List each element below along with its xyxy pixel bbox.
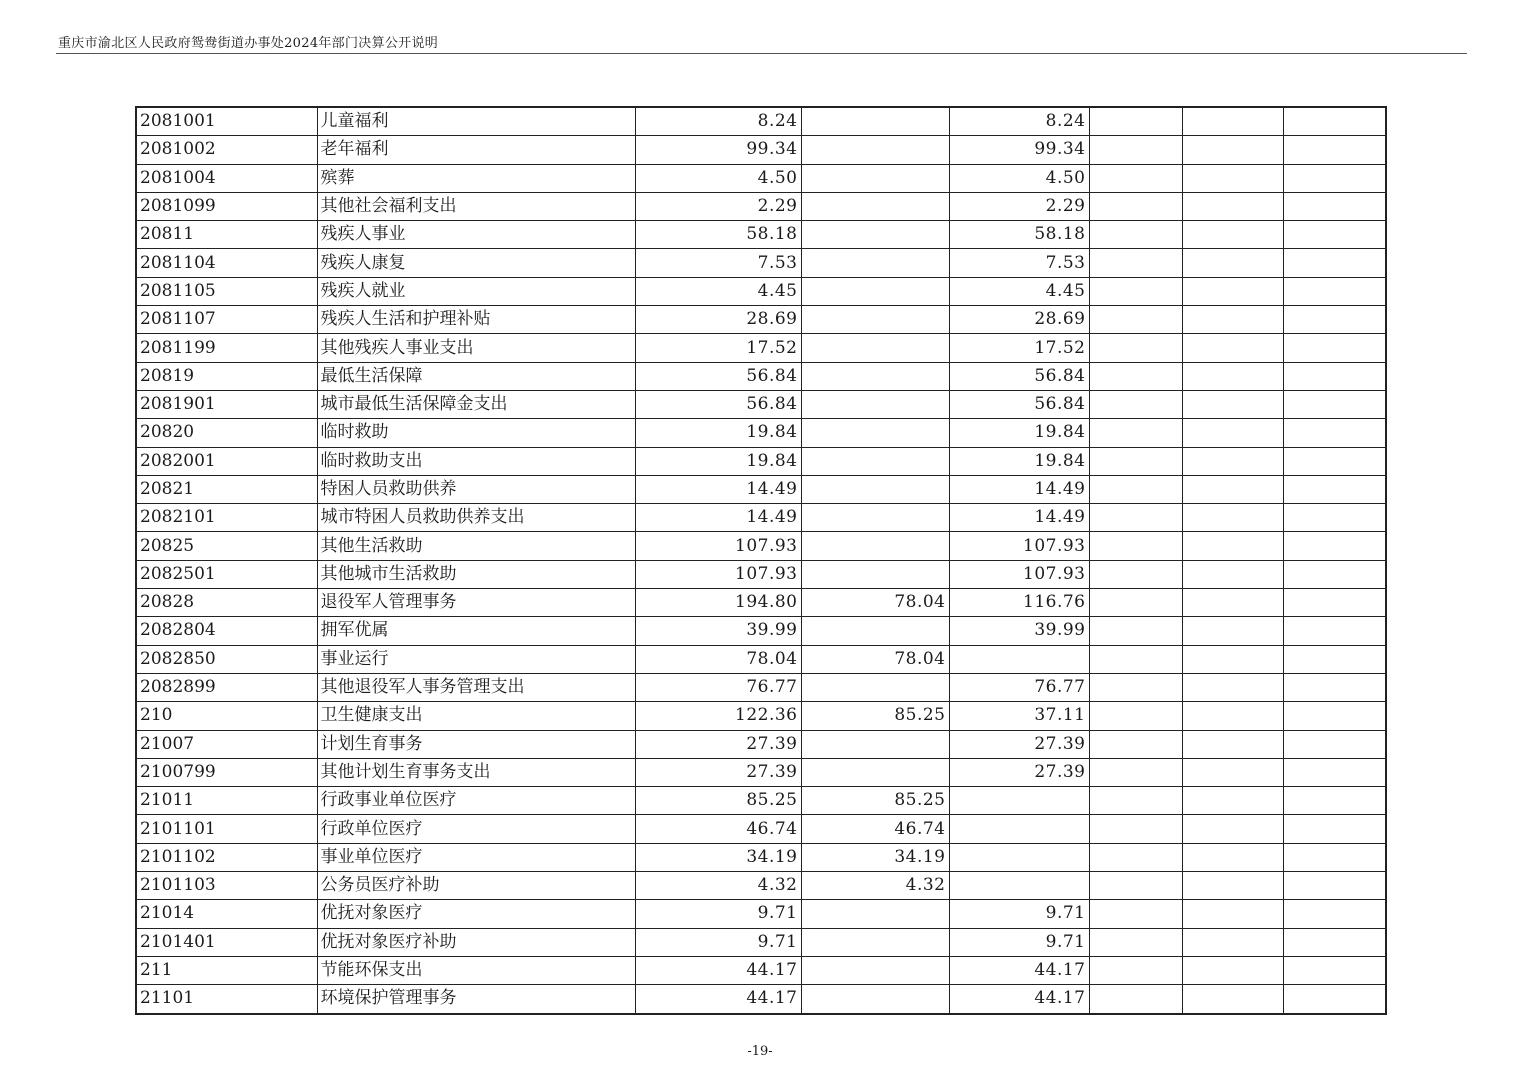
cell-subject-code: 2081002: [136, 136, 317, 164]
cell-project-expenditure: 9.71: [949, 900, 1089, 928]
cell-empty: [1182, 334, 1283, 362]
table-row: [136, 532, 1386, 560]
cell-project-expenditure: 44.17: [949, 985, 1089, 1014]
cell-empty: [1182, 390, 1283, 418]
cell-empty: [1089, 164, 1182, 192]
cell-total: 194.80: [635, 589, 801, 617]
cell-basic-expenditure: [801, 164, 949, 192]
cell-basic-expenditure: [801, 928, 949, 956]
cell-empty: [1089, 815, 1182, 843]
cell-total: 56.84: [635, 362, 801, 390]
cell-subject-name: 卫生健康支出: [317, 702, 635, 730]
cell-empty: [1182, 221, 1283, 249]
cell-basic-expenditure: [801, 673, 949, 701]
cell-subject-code: 2081099: [136, 192, 317, 220]
cell-subject-code: 2101401: [136, 928, 317, 956]
header-divider: [56, 53, 1467, 54]
cell-empty: [1283, 390, 1386, 418]
cell-empty: [1283, 306, 1386, 334]
cell-total: 7.53: [635, 249, 801, 277]
cell-empty: [1283, 730, 1386, 758]
cell-basic-expenditure: [801, 730, 949, 758]
cell-project-expenditure: 4.45: [949, 277, 1089, 305]
cell-total: 27.39: [635, 730, 801, 758]
cell-subject-name: 临时救助: [317, 419, 635, 447]
table-row: [136, 787, 1386, 815]
cell-subject-name: 残疾人康复: [317, 249, 635, 277]
cell-subject-name: 残疾人事业: [317, 221, 635, 249]
cell-subject-code: 2100799: [136, 758, 317, 786]
table-row: [136, 362, 1386, 390]
cell-subject-name: 临时救助支出: [317, 447, 635, 475]
cell-total: 27.39: [635, 758, 801, 786]
cell-empty: [1283, 872, 1386, 900]
cell-basic-expenditure: 78.04: [801, 589, 949, 617]
cell-subject-code: 2081901: [136, 390, 317, 418]
cell-empty: [1182, 900, 1283, 928]
cell-subject-code: 21014: [136, 900, 317, 928]
cell-subject-code: 21011: [136, 787, 317, 815]
cell-total: 122.36: [635, 702, 801, 730]
cell-basic-expenditure: [801, 956, 949, 984]
cell-subject-code: 20820: [136, 419, 317, 447]
cell-empty: [1182, 985, 1283, 1014]
cell-basic-expenditure: 46.74: [801, 815, 949, 843]
cell-basic-expenditure: 85.25: [801, 702, 949, 730]
cell-empty: [1283, 843, 1386, 871]
cell-empty: [1182, 136, 1283, 164]
cell-project-expenditure: 76.77: [949, 673, 1089, 701]
cell-subject-name: 老年福利: [317, 136, 635, 164]
table-row: [136, 900, 1386, 928]
cell-subject-code: 2082101: [136, 504, 317, 532]
table-row: [136, 164, 1386, 192]
cell-basic-expenditure: [801, 306, 949, 334]
cell-subject-name: 其他社会福利支出: [317, 192, 635, 220]
cell-basic-expenditure: [801, 560, 949, 588]
cell-project-expenditure: [949, 872, 1089, 900]
table-row: [136, 277, 1386, 305]
document-header-title: 重庆市渝北区人民政府鸳鸯街道办事处2024年部门决算公开说明: [58, 36, 439, 51]
cell-empty: [1182, 589, 1283, 617]
table-row: [136, 136, 1386, 164]
cell-subject-code: 20811: [136, 221, 317, 249]
cell-project-expenditure: 56.84: [949, 390, 1089, 418]
cell-subject-name: 特困人员救助供养: [317, 475, 635, 503]
cell-total: 19.84: [635, 419, 801, 447]
cell-subject-code: 20828: [136, 589, 317, 617]
cell-subject-name: 其他退役军人事务管理支出: [317, 673, 635, 701]
table-row: [136, 815, 1386, 843]
cell-total: 34.19: [635, 843, 801, 871]
cell-subject-code: 211: [136, 956, 317, 984]
page-number: -19-: [747, 1044, 773, 1059]
cell-total: 4.32: [635, 872, 801, 900]
cell-empty: [1182, 277, 1283, 305]
cell-subject-name: 其他城市生活救助: [317, 560, 635, 588]
cell-basic-expenditure: [801, 532, 949, 560]
cell-subject-name: 其他计划生育事务支出: [317, 758, 635, 786]
cell-empty: [1283, 221, 1386, 249]
cell-basic-expenditure: [801, 277, 949, 305]
cell-total: 28.69: [635, 306, 801, 334]
cell-empty: [1089, 843, 1182, 871]
cell-total: 46.74: [635, 815, 801, 843]
cell-empty: [1089, 306, 1182, 334]
cell-empty: [1182, 419, 1283, 447]
table-row: [136, 390, 1386, 418]
cell-empty: [1283, 362, 1386, 390]
cell-empty: [1283, 136, 1386, 164]
cell-total: 44.17: [635, 956, 801, 984]
table-row: [136, 107, 1386, 136]
cell-empty: [1089, 645, 1182, 673]
cell-total: 56.84: [635, 390, 801, 418]
cell-empty: [1283, 532, 1386, 560]
table-row: [136, 249, 1386, 277]
cell-subject-code: 2082001: [136, 447, 317, 475]
cell-empty: [1182, 673, 1283, 701]
cell-subject-name: 其他生活救助: [317, 532, 635, 560]
cell-empty: [1089, 560, 1182, 588]
table-row: [136, 702, 1386, 730]
cell-subject-name: 城市最低生活保障金支出: [317, 390, 635, 418]
cell-empty: [1283, 419, 1386, 447]
cell-empty: [1283, 758, 1386, 786]
expenditure-table: [135, 106, 1387, 1015]
cell-empty: [1283, 956, 1386, 984]
cell-subject-code: 20825: [136, 532, 317, 560]
cell-total: 107.93: [635, 532, 801, 560]
table-row: [136, 334, 1386, 362]
cell-empty: [1089, 702, 1182, 730]
cell-empty: [1283, 702, 1386, 730]
cell-project-expenditure: 44.17: [949, 956, 1089, 984]
cell-empty: [1182, 306, 1283, 334]
cell-empty: [1089, 277, 1182, 305]
cell-project-expenditure: 7.53: [949, 249, 1089, 277]
cell-project-expenditure: 19.84: [949, 447, 1089, 475]
cell-subject-code: 2101103: [136, 872, 317, 900]
cell-empty: [1283, 815, 1386, 843]
table-row: [136, 985, 1386, 1014]
cell-project-expenditure: 14.49: [949, 504, 1089, 532]
cell-basic-expenditure: [801, 900, 949, 928]
cell-basic-expenditure: 4.32: [801, 872, 949, 900]
cell-subject-code: 20819: [136, 362, 317, 390]
cell-project-expenditure: 17.52: [949, 334, 1089, 362]
cell-empty: [1089, 221, 1182, 249]
table-row: [136, 504, 1386, 532]
cell-basic-expenditure: [801, 221, 949, 249]
cell-empty: [1089, 192, 1182, 220]
cell-empty: [1182, 164, 1283, 192]
cell-project-expenditure: 27.39: [949, 758, 1089, 786]
cell-empty: [1182, 560, 1283, 588]
table-row: [136, 673, 1386, 701]
cell-project-expenditure: 107.93: [949, 560, 1089, 588]
cell-total: 76.77: [635, 673, 801, 701]
cell-subject-code: 2101102: [136, 843, 317, 871]
cell-subject-code: 21101: [136, 985, 317, 1014]
cell-total: 9.71: [635, 928, 801, 956]
cell-total: 4.50: [635, 164, 801, 192]
cell-subject-code: 2082850: [136, 645, 317, 673]
table-body: [136, 107, 1386, 1014]
cell-empty: [1283, 107, 1386, 136]
cell-subject-name: 优抚对象医疗: [317, 900, 635, 928]
cell-basic-expenditure: [801, 447, 949, 475]
cell-basic-expenditure: [801, 758, 949, 786]
cell-subject-code: 210: [136, 702, 317, 730]
cell-subject-code: 2082804: [136, 617, 317, 645]
cell-subject-name: 行政事业单位医疗: [317, 787, 635, 815]
cell-subject-name: 殡葬: [317, 164, 635, 192]
cell-empty: [1089, 390, 1182, 418]
cell-subject-code: 2081105: [136, 277, 317, 305]
table-row: [136, 306, 1386, 334]
cell-empty: [1089, 872, 1182, 900]
table-row: [136, 192, 1386, 220]
cell-subject-name: 残疾人就业: [317, 277, 635, 305]
cell-empty: [1089, 956, 1182, 984]
cell-subject-code: 2081104: [136, 249, 317, 277]
cell-project-expenditure: 4.50: [949, 164, 1089, 192]
cell-empty: [1283, 617, 1386, 645]
cell-subject-name: 计划生育事务: [317, 730, 635, 758]
cell-empty: [1089, 362, 1182, 390]
cell-project-expenditure: 8.24: [949, 107, 1089, 136]
table-row: [136, 617, 1386, 645]
cell-basic-expenditure: [801, 419, 949, 447]
cell-total: 14.49: [635, 504, 801, 532]
cell-subject-name: 节能环保支出: [317, 956, 635, 984]
cell-subject-name: 城市特困人员救助供养支出: [317, 504, 635, 532]
cell-empty: [1283, 475, 1386, 503]
table-row: [136, 645, 1386, 673]
table-row: [136, 447, 1386, 475]
cell-subject-name: 行政单位医疗: [317, 815, 635, 843]
cell-subject-name: 最低生活保障: [317, 362, 635, 390]
cell-basic-expenditure: [801, 192, 949, 220]
cell-empty: [1089, 787, 1182, 815]
cell-subject-name: 环境保护管理事务: [317, 985, 635, 1014]
cell-subject-name: 优抚对象医疗补助: [317, 928, 635, 956]
cell-subject-code: 2082899: [136, 673, 317, 701]
cell-empty: [1283, 192, 1386, 220]
cell-total: 8.24: [635, 107, 801, 136]
cell-empty: [1182, 815, 1283, 843]
cell-project-expenditure: [949, 787, 1089, 815]
cell-basic-expenditure: [801, 390, 949, 418]
cell-total: 107.93: [635, 560, 801, 588]
cell-total: 17.52: [635, 334, 801, 362]
cell-empty: [1182, 702, 1283, 730]
table-row: [136, 475, 1386, 503]
cell-empty: [1283, 334, 1386, 362]
cell-empty: [1182, 249, 1283, 277]
cell-project-expenditure: 14.49: [949, 475, 1089, 503]
cell-basic-expenditure: [801, 136, 949, 164]
cell-total: 39.99: [635, 617, 801, 645]
cell-empty: [1182, 956, 1283, 984]
cell-empty: [1182, 787, 1283, 815]
cell-empty: [1182, 645, 1283, 673]
table-row: [136, 843, 1386, 871]
cell-subject-name: 退役军人管理事务: [317, 589, 635, 617]
cell-empty: [1089, 673, 1182, 701]
cell-empty: [1283, 249, 1386, 277]
cell-total: 44.17: [635, 985, 801, 1014]
cell-basic-expenditure: [801, 475, 949, 503]
cell-basic-expenditure: [801, 985, 949, 1014]
cell-empty: [1283, 164, 1386, 192]
cell-empty: [1182, 758, 1283, 786]
cell-empty: [1089, 475, 1182, 503]
cell-total: 9.71: [635, 900, 801, 928]
cell-project-expenditure: 56.84: [949, 362, 1089, 390]
cell-empty: [1089, 136, 1182, 164]
cell-empty: [1089, 249, 1182, 277]
cell-empty: [1283, 985, 1386, 1014]
cell-subject-name: 其他残疾人事业支出: [317, 334, 635, 362]
cell-project-expenditure: 37.11: [949, 702, 1089, 730]
cell-basic-expenditure: [801, 107, 949, 136]
cell-empty: [1283, 645, 1386, 673]
cell-total: 19.84: [635, 447, 801, 475]
cell-empty: [1283, 928, 1386, 956]
table-row: [136, 221, 1386, 249]
cell-empty: [1283, 589, 1386, 617]
cell-project-expenditure: 2.29: [949, 192, 1089, 220]
cell-empty: [1089, 334, 1182, 362]
cell-empty: [1089, 589, 1182, 617]
cell-empty: [1089, 447, 1182, 475]
cell-project-expenditure: 107.93: [949, 532, 1089, 560]
cell-basic-expenditure: [801, 362, 949, 390]
cell-empty: [1089, 900, 1182, 928]
cell-subject-name: 事业运行: [317, 645, 635, 673]
table-row: [136, 560, 1386, 588]
cell-project-expenditure: [949, 815, 1089, 843]
cell-project-expenditure: [949, 645, 1089, 673]
cell-empty: [1089, 419, 1182, 447]
cell-subject-code: 21007: [136, 730, 317, 758]
cell-basic-expenditure: 34.19: [801, 843, 949, 871]
cell-empty: [1283, 447, 1386, 475]
cell-subject-name: 拥军优属: [317, 617, 635, 645]
table-row: [136, 956, 1386, 984]
table-row: [136, 419, 1386, 447]
cell-total: 2.29: [635, 192, 801, 220]
cell-empty: [1283, 787, 1386, 815]
cell-project-expenditure: [949, 843, 1089, 871]
cell-empty: [1089, 504, 1182, 532]
cell-empty: [1182, 475, 1283, 503]
table-row: [136, 730, 1386, 758]
cell-basic-expenditure: [801, 249, 949, 277]
cell-subject-code: 20821: [136, 475, 317, 503]
cell-total: 85.25: [635, 787, 801, 815]
cell-empty: [1089, 617, 1182, 645]
cell-subject-code: 2081107: [136, 306, 317, 334]
cell-subject-code: 2081199: [136, 334, 317, 362]
cell-total: 58.18: [635, 221, 801, 249]
cell-empty: [1283, 504, 1386, 532]
cell-empty: [1182, 192, 1283, 220]
cell-empty: [1182, 107, 1283, 136]
cell-empty: [1283, 560, 1386, 588]
cell-total: 78.04: [635, 645, 801, 673]
cell-empty: [1182, 730, 1283, 758]
cell-empty: [1089, 758, 1182, 786]
cell-empty: [1283, 673, 1386, 701]
cell-empty: [1182, 872, 1283, 900]
cell-total: 4.45: [635, 277, 801, 305]
cell-subject-name: 公务员医疗补助: [317, 872, 635, 900]
cell-subject-name: 残疾人生活和护理补贴: [317, 306, 635, 334]
cell-basic-expenditure: [801, 617, 949, 645]
cell-empty: [1089, 985, 1182, 1014]
table-row: [136, 872, 1386, 900]
cell-project-expenditure: 9.71: [949, 928, 1089, 956]
cell-project-expenditure: 19.84: [949, 419, 1089, 447]
cell-empty: [1089, 730, 1182, 758]
cell-project-expenditure: 116.76: [949, 589, 1089, 617]
cell-basic-expenditure: 78.04: [801, 645, 949, 673]
cell-project-expenditure: 58.18: [949, 221, 1089, 249]
cell-empty: [1182, 447, 1283, 475]
cell-empty: [1182, 362, 1283, 390]
table-row: [136, 589, 1386, 617]
cell-empty: [1182, 532, 1283, 560]
cell-subject-code: 2081004: [136, 164, 317, 192]
cell-basic-expenditure: [801, 504, 949, 532]
cell-total: 14.49: [635, 475, 801, 503]
cell-empty: [1089, 532, 1182, 560]
cell-subject-code: 2081001: [136, 107, 317, 136]
table-row: [136, 928, 1386, 956]
cell-project-expenditure: 39.99: [949, 617, 1089, 645]
cell-empty: [1182, 504, 1283, 532]
cell-empty: [1182, 617, 1283, 645]
cell-empty: [1283, 900, 1386, 928]
cell-subject-code: 2082501: [136, 560, 317, 588]
cell-basic-expenditure: 85.25: [801, 787, 949, 815]
cell-empty: [1182, 928, 1283, 956]
cell-project-expenditure: 28.69: [949, 306, 1089, 334]
cell-subject-name: 事业单位医疗: [317, 843, 635, 871]
cell-empty: [1089, 928, 1182, 956]
cell-project-expenditure: 27.39: [949, 730, 1089, 758]
cell-basic-expenditure: [801, 334, 949, 362]
cell-empty: [1182, 843, 1283, 871]
cell-empty: [1089, 107, 1182, 136]
table-row: [136, 758, 1386, 786]
cell-empty: [1283, 277, 1386, 305]
cell-subject-name: 儿童福利: [317, 107, 635, 136]
cell-subject-code: 2101101: [136, 815, 317, 843]
cell-total: 99.34: [635, 136, 801, 164]
cell-project-expenditure: 99.34: [949, 136, 1089, 164]
